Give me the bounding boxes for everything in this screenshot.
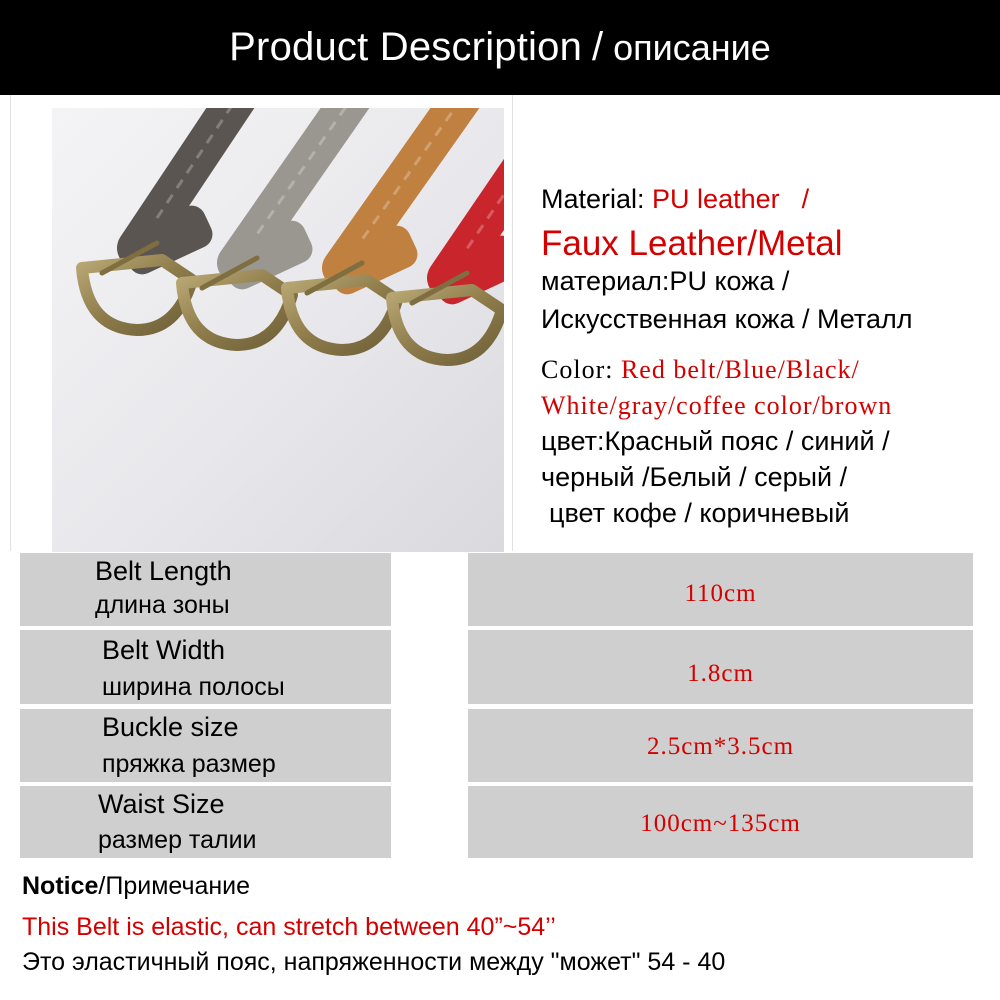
spec-label: Waist Size [98, 789, 225, 819]
color-ru-line-2: черный /Белый / серый / [541, 462, 848, 492]
spec-value: 1.8cm [687, 660, 754, 687]
notice-heading [22, 872, 250, 901]
spec-label: Belt Width [102, 635, 226, 665]
material-ru-line-2: Искусственная кожа / Металл [541, 304, 913, 334]
page-title-ru: описание [613, 26, 771, 68]
header-banner [0, 0, 1000, 95]
color-value-1: Red belt/Blue/Black/ [620, 355, 860, 384]
color-ru-line-1: цвет:Красный пояс / синий / [541, 426, 890, 456]
spec-label: Belt Length [95, 556, 232, 586]
page-title: Product Description [229, 25, 583, 69]
color-ru-line-3: цвет кофе / коричневый [549, 498, 850, 528]
material-value: PU leather [652, 184, 780, 214]
spec-value-cell-length [468, 553, 973, 626]
spec-value-cell-waist [468, 786, 973, 858]
material-label: Material: [541, 184, 653, 214]
notice-title-ru: /Примечание [98, 872, 251, 900]
spec-value-cell-width [468, 630, 973, 704]
belt-illustration [52, 108, 504, 552]
material-ru-line-1: материал:PU кожа / [541, 266, 790, 296]
spec-label-cell-waist [20, 786, 391, 858]
spec-value: 2.5cm*3.5cm [646, 733, 795, 760]
notice-line-ru: Это эластичный пояс, напряженности между "может" 54 - 40 [22, 948, 726, 976]
belt-1 [82, 108, 237, 330]
color-line-1 [541, 355, 860, 385]
spec-label-cell-width [20, 630, 391, 704]
material-slash: / [801, 184, 810, 214]
spec-label-ru: длина зоны [95, 591, 230, 619]
spec-label-ru: пряжка размер [102, 750, 276, 778]
spec-value: 100cm~135cm [640, 810, 801, 837]
title-separator: / [592, 25, 604, 69]
notice-title: Notice [22, 872, 99, 900]
product-photo [52, 108, 504, 552]
material-value-2: Faux Leather/Metal [541, 224, 843, 263]
spec-value-cell-buckle [468, 709, 973, 782]
spec-label-cell-length [20, 553, 391, 626]
color-label: Color: [541, 355, 621, 384]
material-line [541, 184, 809, 215]
spec-value: 110cm [684, 580, 757, 607]
color-value-2: White/gray/coffee color/brown [541, 391, 893, 420]
spec-label-cell-buckle [20, 709, 391, 782]
spec-label-ru: размер талии [98, 826, 257, 854]
spec-label: Buckle size [102, 712, 239, 742]
spec-label-ru: ширина полосы [102, 673, 285, 701]
notice-line-en: This Belt is elastic, can stretch between 40”~54’’ [22, 913, 556, 941]
